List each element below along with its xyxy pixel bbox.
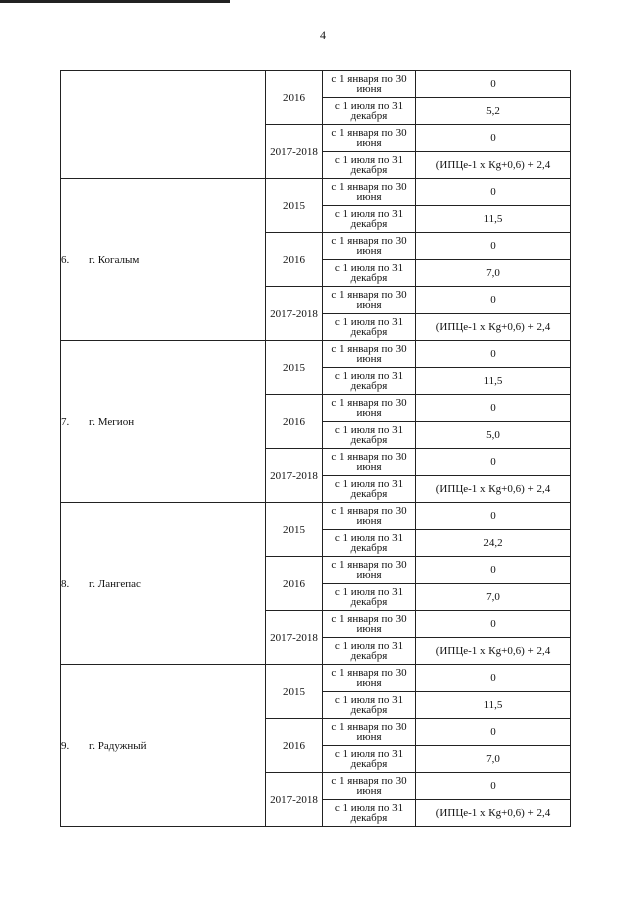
page-number: 4 [320, 28, 326, 42]
municipality-cell [61, 179, 266, 341]
year-cell: 2016 [266, 395, 323, 449]
value-cell: 0 [416, 557, 571, 584]
year-cell: 2015 [266, 665, 323, 719]
table-row [61, 179, 571, 206]
year-cell: 2016 [266, 71, 323, 125]
period-first-half: с 1 января по 30 июня [323, 233, 416, 260]
value-cell: 0 [416, 341, 571, 368]
period-first-half: с 1 января по 30 июня [323, 125, 416, 152]
period-second-half: с 1 июля по 31 декабря [323, 206, 416, 233]
period-second-half: с 1 июля по 31 декабря [323, 584, 416, 611]
year-cell: 2017-2018 [266, 773, 323, 827]
value-cell: 0 [416, 611, 571, 638]
value-cell: (ИПЦе-1 х Кg+0,6) + 2,4 [416, 638, 571, 665]
year-cell: 2016 [266, 233, 323, 287]
period-first-half: с 1 января по 30 июня [323, 773, 416, 800]
value-cell: 5,0 [416, 422, 571, 449]
value-cell: 0 [416, 233, 571, 260]
period-second-half: с 1 июля по 31 декабря [323, 530, 416, 557]
value-cell: 0 [416, 71, 571, 98]
year-cell: 2017-2018 [266, 611, 323, 665]
value-cell: 0 [416, 773, 571, 800]
municipality-name: г. Лангепас [89, 577, 141, 590]
period-first-half: с 1 января по 30 июня [323, 665, 416, 692]
period-first-half: с 1 января по 30 июня [323, 71, 416, 98]
municipality-cell [61, 71, 266, 179]
tariff-table [60, 70, 571, 827]
period-first-half: с 1 января по 30 июня [323, 341, 416, 368]
value-cell: 11,5 [416, 692, 571, 719]
value-cell: 0 [416, 719, 571, 746]
table-row [61, 665, 571, 692]
period-second-half: с 1 июля по 31 декабря [323, 476, 416, 503]
table-row [61, 503, 571, 530]
municipality-cell [61, 665, 266, 827]
value-cell: (ИПЦе-1 х Кg+0,6) + 2,4 [416, 800, 571, 827]
value-cell: 7,0 [416, 260, 571, 287]
period-second-half: с 1 июля по 31 декабря [323, 692, 416, 719]
year-cell: 2015 [266, 341, 323, 395]
period-second-half: с 1 июля по 31 декабря [323, 98, 416, 125]
top-border-line [0, 0, 230, 3]
period-second-half: с 1 июля по 31 декабря [323, 800, 416, 827]
value-cell: 0 [416, 125, 571, 152]
value-cell: 24,2 [416, 530, 571, 557]
period-second-half: с 1 июля по 31 декабря [323, 368, 416, 395]
municipality-number: 7. [61, 415, 70, 428]
period-second-half: с 1 июля по 31 декабря [323, 638, 416, 665]
year-cell: 2017-2018 [266, 449, 323, 503]
value-cell: 0 [416, 395, 571, 422]
value-cell: 11,5 [416, 206, 571, 233]
municipality-number: 9. [61, 739, 70, 752]
year-cell: 2016 [266, 557, 323, 611]
municipality-number: 6. [61, 253, 70, 266]
period-first-half: с 1 января по 30 июня [323, 395, 416, 422]
period-first-half: с 1 января по 30 июня [323, 287, 416, 314]
municipality-cell [61, 341, 266, 503]
value-cell: 0 [416, 179, 571, 206]
year-cell: 2015 [266, 503, 323, 557]
value-cell: 11,5 [416, 368, 571, 395]
table-row [61, 341, 571, 368]
period-first-half: с 1 января по 30 июня [323, 449, 416, 476]
table-row [61, 71, 571, 98]
year-cell: 2017-2018 [266, 125, 323, 179]
value-cell: (ИПЦе-1 х Кg+0,6) + 2,4 [416, 152, 571, 179]
municipality-name: г. Когалым [89, 253, 140, 266]
period-first-half: с 1 января по 30 июня [323, 557, 416, 584]
municipality-name: г. Мегион [89, 415, 135, 428]
period-first-half: с 1 января по 30 июня [323, 179, 416, 206]
period-first-half: с 1 января по 30 июня [323, 719, 416, 746]
period-second-half: с 1 июля по 31 декабря [323, 422, 416, 449]
value-cell: (ИПЦе-1 х Кg+0,6) + 2,4 [416, 476, 571, 503]
value-cell: 5,2 [416, 98, 571, 125]
period-second-half: с 1 июля по 31 декабря [323, 746, 416, 773]
period-second-half: с 1 июля по 31 декабря [323, 152, 416, 179]
municipality-cell [61, 503, 266, 665]
value-cell: 0 [416, 449, 571, 476]
year-cell: 2016 [266, 719, 323, 773]
value-cell: 7,0 [416, 746, 571, 773]
period-first-half: с 1 января по 30 июня [323, 503, 416, 530]
municipality-number: 8. [61, 577, 70, 590]
value-cell: (ИПЦе-1 х Кg+0,6) + 2,4 [416, 314, 571, 341]
period-first-half: с 1 января по 30 июня [323, 611, 416, 638]
year-cell: 2017-2018 [266, 287, 323, 341]
value-cell: 0 [416, 503, 571, 530]
value-cell: 0 [416, 665, 571, 692]
municipality-name: г. Радужный [89, 739, 147, 752]
period-second-half: с 1 июля по 31 декабря [323, 314, 416, 341]
value-cell: 7,0 [416, 584, 571, 611]
value-cell: 0 [416, 287, 571, 314]
period-second-half: с 1 июля по 31 декабря [323, 260, 416, 287]
year-cell: 2015 [266, 179, 323, 233]
